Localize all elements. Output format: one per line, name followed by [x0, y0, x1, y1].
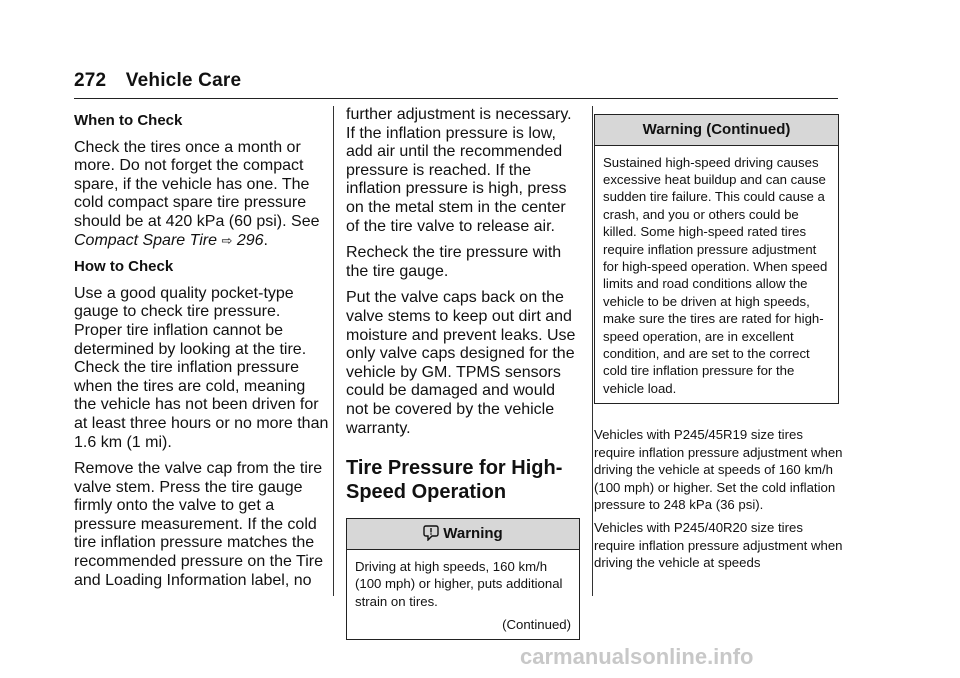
warning-header: [347, 519, 579, 550]
how-to-check-paragraph-1: Use a good quality pocket-type gauge to check tire pressure. Proper tire inflation cannot be determined by looking at the tire. Check the tire inflation pressure when the tires are cold, meaning the vehicle has not been driven for at least three hours or no more than 1.6 km (1 mi).: [74, 284, 329, 451]
header-rule: [74, 98, 838, 99]
page-header: [74, 70, 241, 92]
section-title: Tire Pressure for High-Speed Operation: [346, 457, 563, 504]
warning-continued-text: Sustained high-speed driving causes excessive heat buildup and can cause sudden tire failure. This could cause a crash, and you or others could be killed. Some high-speed rated tires require inflation pressure adjustment for high-speed operation. When speed limits and road conditions allow the vehicle to be driven at high speeds, make sure the tires are rated for high-speed operation, are in excellent condition, and are set to the correct cold tire inflation pressure for the vehicle load.: [603, 154, 828, 396]
col3-paragraph-1: Vehicles with P245/45R19 size tires require inflation pressure adjustment when driving the vehicle at speeds of 160 km/h (100 mph) or higher. Set the cold inflation pressure to 248 kPa (36 psi).: [594, 427, 843, 512]
page-reference-icon: ⇨: [221, 232, 233, 248]
warning-continued-body: [595, 146, 838, 404]
warning-body: [347, 550, 579, 640]
column-divider-1: [333, 106, 334, 596]
warning-continued-box: [594, 114, 839, 404]
warning-title: Warning: [443, 525, 503, 543]
when-text-end: .: [263, 231, 268, 249]
when-to-check-text: [74, 139, 330, 251]
warning-box: [346, 518, 580, 640]
col2-paragraph-3: Put the valve caps back on the valve stems to keep out dirt and moisture and prevent leaks. Use only valve caps designed for the vehicle by GM. TPMS sensors could be damaged and would not be covered by the vehicle warranty.: [346, 289, 576, 437]
col3-body: [594, 426, 844, 571]
warning-text: Driving at high speeds, 160 km/h (100 mph) or higher, puts additional strain on tires.: [355, 558, 563, 609]
page-title: Vehicle Care: [125, 70, 242, 91]
watermark: carmanualsonline.info: [520, 644, 754, 669]
column-3: [594, 106, 844, 578]
col3-paragraph-2: Vehicles with P245/40R20 size tires require inflation pressure adjustment when driving the vehicle at speeds: [594, 520, 843, 571]
page-reference-number[interactable]: 296: [236, 231, 264, 249]
column-divider-2: [592, 106, 593, 596]
compact-spare-link[interactable]: Compact Spare Tire: [74, 231, 218, 249]
continued-label: (Continued): [502, 616, 571, 632]
page-number: 272: [74, 70, 107, 91]
column-1: [74, 106, 330, 598]
warning-icon: [423, 525, 439, 541]
column-2: [346, 106, 578, 640]
col2-paragraph-1: further adjustment is necessary. If the inflation pressure is low, add air until the recommended pressure is reached. If the inflation pressure is high, press on the metal stem in the center of the tire valve to release air.: [346, 106, 572, 235]
when-to-check-heading: When to Check: [74, 112, 183, 129]
col2-paragraph-2: Recheck the tire pressure with the tire gauge.: [346, 244, 562, 280]
how-to-check-heading: How to Check: [74, 258, 174, 276]
warning-continued-header: Warning (Continued): [595, 115, 838, 146]
how-to-check-paragraph-2: Remove the valve cap from the tire valve stem. Press the tire gauge firmly onto the valve to get a pressure measurement. If the cold tire inflation pressure matches the recommended pressure on the Tire and Loading Information label, no: [74, 460, 324, 589]
when-text: Check the tires once a month or more. Do not forget the compact spare, if the vehicle has one. The cold compact spare tire pressure should be at 420 kPa (60 psi). See: [74, 138, 320, 230]
